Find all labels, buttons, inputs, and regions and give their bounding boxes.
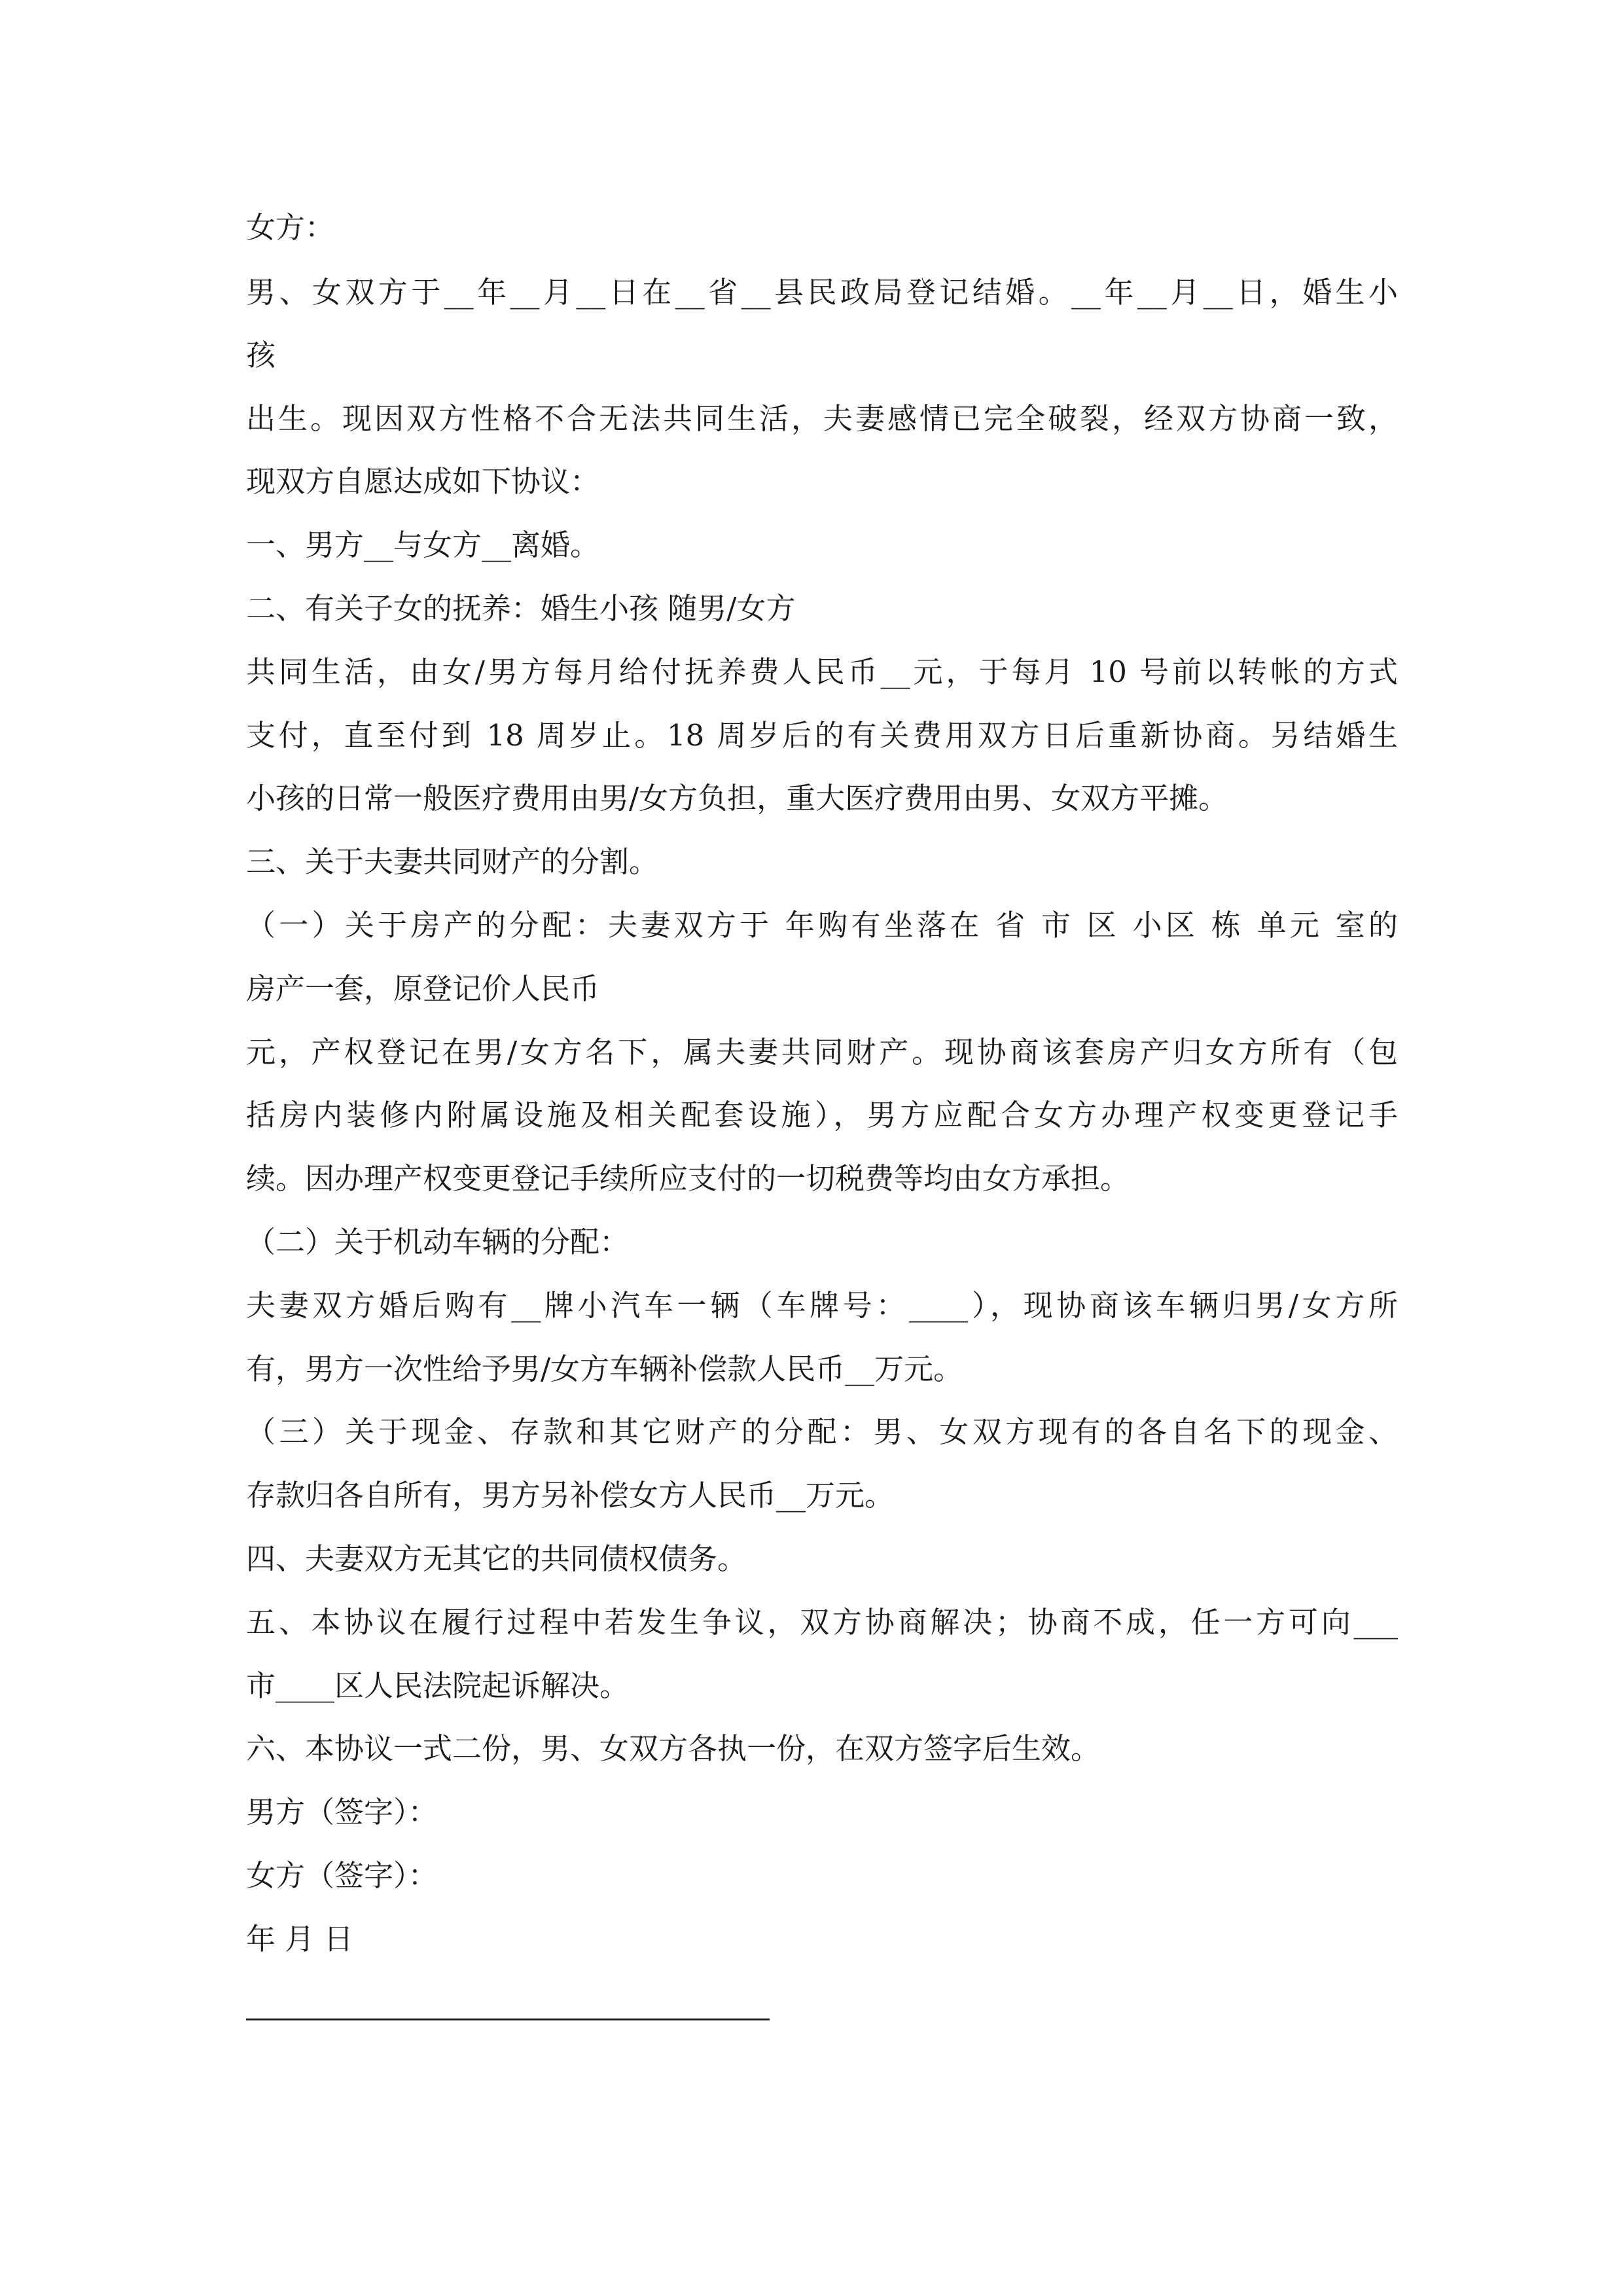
text-line-child: 孩 [246, 338, 276, 372]
text-line-marriage-registration: 男、女双方于__年__月__日在__省__县民政局登记结婚。__年__月__日，婚生小 [246, 275, 1398, 310]
sub-clause-cash-deposits: （三）关于现金、存款和其它财产的分配：男、女双方现有的各自名下的现金、 [246, 1414, 1398, 1449]
text-line-transfer-taxes: 续。因办理产权变更登记手续所应支付的一切税费等均由女方承担。 [246, 1161, 1130, 1196]
sub-clause-vehicle: （二）关于机动车辆的分配： [246, 1225, 630, 1259]
text-line-female-party: 女方： [246, 210, 335, 245]
text-line-medical-costs: 小孩的日常一般医疗费用由男/女方负担，重大医疗费用由男、女双方平摊。 [246, 781, 1228, 816]
signature-male: 男方（签字）： [246, 1795, 438, 1829]
clause-five-disputes: 五、本协议在履行过程中若发生争议，双方协商解决；协商不成，任一方可向___ [246, 1605, 1398, 1640]
text-line-agreement-intro: 现双方自愿达成如下协议： [246, 464, 600, 499]
clause-one-divorce: 一、男方__与女方__离婚。 [246, 528, 600, 562]
text-line-house-price: 房产一套，原登记价人民币 [246, 971, 600, 1006]
clause-two-child-custody: 二、有关子女的抚养：婚生小孩 随男/女方 [246, 591, 796, 626]
text-line-deposit-compensation: 存款归各自所有，男方另补偿女方人民币__万元。 [246, 1478, 895, 1513]
text-line-vehicle-compensation: 有，男方一次性给予男/女方车辆补偿款人民币__万元。 [246, 1352, 963, 1386]
text-line-reason: 出生。现因双方性格不合无法共同生活，夫妻感情已完全破裂，经双方协商一致， [246, 401, 1398, 436]
clause-six-copies: 六、本协议一式二份，男、女双方各执一份，在双方签字后生效。 [246, 1731, 1101, 1766]
text-line-house-ownership: 元，产权登记在男/女方名下，属夫妻共同财产。现协商该套房产归女方所有（包 [246, 1035, 1398, 1069]
signature-female: 女方（签字）： [246, 1858, 438, 1893]
text-line-court: 市____区人民法院起诉解决。 [246, 1668, 630, 1703]
horizontal-rule [246, 2018, 770, 2020]
date-line: 年 月 日 [246, 1922, 353, 1956]
text-line-child-support: 共同生活，由女/男方每月给付抚养费人民币__元，于每月 10 号前以转帐的方式 [246, 655, 1398, 689]
text-line-house-transfer: 括房内装修内附属设施及相关配套设施），男方应配合女方办理产权变更登记手 [246, 1098, 1398, 1132]
text-line-support-duration: 支付，直至付到 18 周岁止。18 周岁后的有关费用双方日后重新协商。另结婚生 [246, 718, 1398, 753]
clause-four-debts: 四、夫妻双方无其它的共同债权债务。 [246, 1541, 747, 1576]
text-line-house-allocation: （一）关于房产的分配：夫妻双方于 年购有坐落在 省 市 区 小区 栋 单元 室的 [246, 908, 1398, 942]
clause-three-property-division: 三、关于夫妻共同财产的分割。 [246, 844, 659, 879]
text-line-vehicle-purchase: 夫妻双方婚后购有__牌小汽车一辆（车牌号：____），现协商该车辆归男/女方所 [246, 1288, 1398, 1323]
